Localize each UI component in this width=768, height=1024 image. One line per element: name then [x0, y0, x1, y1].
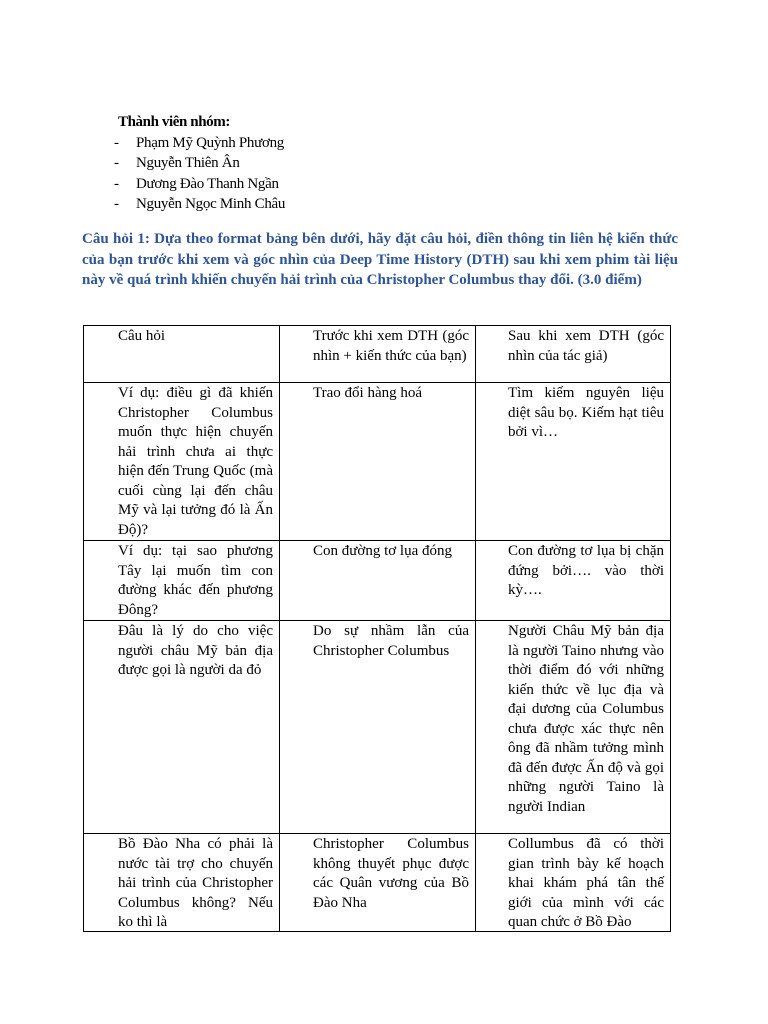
table-cell [476, 834, 671, 932]
table-cell [84, 541, 280, 621]
cell-question: Đâu là lý do cho việc người châu Mỹ bản địa được gọi là người da đỏ [118, 623, 273, 678]
table-row [84, 383, 671, 541]
list-dash: - [114, 196, 119, 212]
list-dash: - [114, 175, 119, 192]
cell-before: Con đường tơ lụa đóng [313, 543, 452, 559]
cell-after: Người Châu Mỹ bản địa là người Taino nhưng vào thời điểm đó với những kiến thức về lục địa và đại dương của Columbus chưa được xác thực nên ông đã nhầm tưởng mình đã đến được Ấn độ và gọi những người Taino là người Indian [508, 623, 664, 815]
table-cell [476, 621, 671, 834]
cell-question: Ví dụ: điều gì đã khiến Christopher Columbus muốn thực hiện chuyến hải trình chưa ai thực hiện đến Trung Quốc (mà cuối cùng lại đến châu Mỹ và lại tưởng đó là Ấn Độ)? [118, 385, 273, 538]
member-list [110, 133, 430, 215]
member-name: Phạm Mỹ Quỳnh Phương [136, 134, 284, 151]
group-members [110, 112, 430, 215]
table-row [84, 834, 671, 932]
table-cell [84, 834, 280, 932]
member-name: Nguyễn Thiên Ân [136, 155, 240, 171]
header-cell [280, 326, 476, 383]
header-question: Câu hỏi [118, 328, 166, 344]
table-cell [280, 621, 476, 834]
member-name: Dương Đào Thanh Ngần [136, 175, 279, 192]
table-row [84, 541, 671, 621]
table-cell [280, 383, 476, 541]
member-name: Nguyễn Ngọc Minh Châu [136, 196, 286, 212]
cell-after: Tìm kiếm nguyên liệu diệt sâu bọ. Kiếm hạt tiêu bởi vì… [508, 385, 664, 440]
cell-before: Trao đổi hàng hoá [313, 385, 423, 401]
header-after: Sau khi xem DTH (góc nhìn của tác giả) [508, 328, 664, 364]
cell-after: Collumbus đã có thời gian trình bày kế hoạch khai khám phá tân thế giới của mình với các quan chức ở Bồ Đào [508, 836, 664, 930]
cell-before: Christopher Columbus không thuyết phục được các Quân vương của Bồ Đào Nha [313, 836, 469, 911]
cell-question: Ví dụ: tại sao phương Tây lại muốn tìm con đường khác đến phương Đông? [118, 543, 273, 618]
list-dash: - [114, 134, 119, 151]
table-cell [280, 541, 476, 621]
list-item [110, 153, 430, 174]
table-cell [476, 541, 671, 621]
table-cell [280, 834, 476, 932]
table-cell [84, 621, 280, 834]
table-row [84, 621, 671, 834]
list-dash: - [114, 155, 119, 171]
cell-question: Bồ Đào Nha có phải là nước tài trợ cho chuyến hải trình của Christopher Columbus không? Nếu ko thì là [118, 836, 273, 930]
table-cell [84, 383, 280, 541]
list-item [110, 174, 430, 195]
table-header-row [84, 326, 671, 383]
header-before: Trước khi xem DTH (góc nhìn + kiến thức của bạn) [313, 328, 469, 364]
cell-before: Do sự nhầm lẫn của Christopher Columbus [313, 623, 469, 659]
table-cell [476, 383, 671, 541]
question-prompt: Câu hỏi 1: Dựa theo format bảng bên dưới, hãy đặt câu hỏi, điền thông tin liên hệ kiến thức của bạn trước khi xem và góc nhìn của Deep Time History (DTH) sau khi xem phim tài liệu này về quá trình khiến chuyến hải trình của Christopher Columbus thay đổi. (3.0 điểm) [82, 231, 678, 288]
header-cell [476, 326, 671, 383]
header-cell [84, 326, 280, 383]
list-item [110, 194, 430, 215]
members-heading: Thành viên nhóm: [118, 114, 230, 130]
cell-after: Con đường tơ lụa bị chặn đứng bởi…. vào thời kỳ…. [508, 543, 664, 598]
qa-table [83, 325, 671, 932]
list-item [110, 133, 430, 154]
